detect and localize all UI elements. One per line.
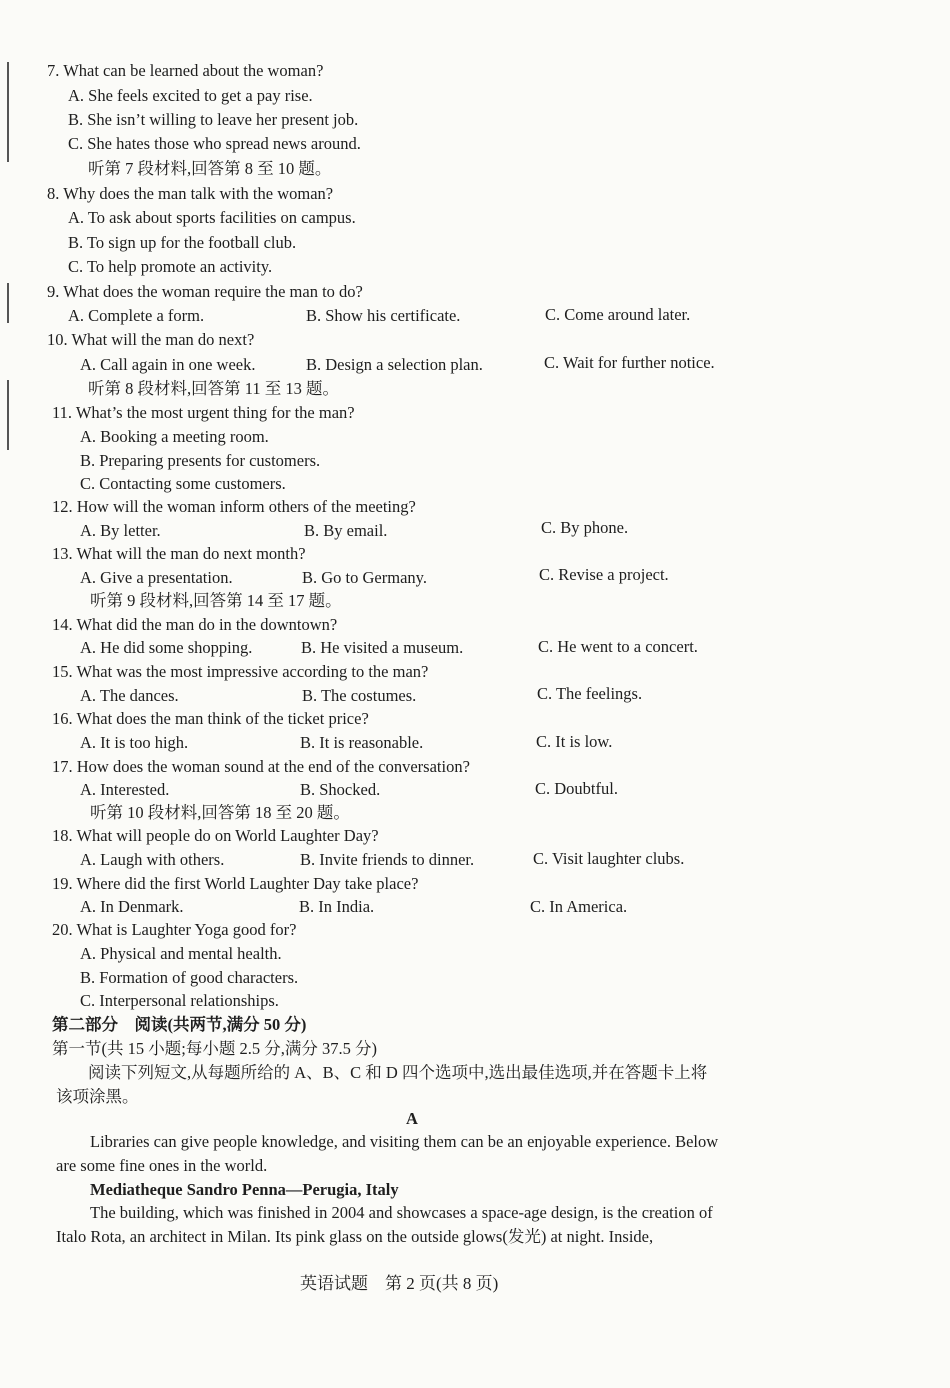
option-b: B. Show his certificate. [306,306,461,325]
question-stem: 14. What did the man do in the downtown? [52,615,338,634]
option-b: B. By email. [304,521,388,540]
passage-text: are some fine ones in the world. [56,1156,268,1175]
listening-note: 听第 8 段材料,回答第 11 至 13 题。 [88,379,340,398]
option-c: C. Interpersonal relationships. [80,991,279,1010]
question-stem: 10. What will the man do next? [47,330,255,349]
option-b: B. To sign up for the football club. [68,233,297,252]
option-b: B. Design a selection plan. [306,355,483,374]
question-stem: 15. What was the most impressive according to the man? [52,662,429,681]
option-c: C. It is low. [536,732,613,751]
option-c: C. To help promote an activity. [68,257,273,276]
passage-text: The building, which was finished in 2004 and showcases a space-age design, is the creation of [90,1203,713,1222]
question-stem: 16. What does the man think of the ticket price? [52,709,369,728]
option-c: C. In America. [530,897,628,916]
option-b: B. Preparing presents for customers. [80,451,321,470]
instruction-text: 阅读下列短文,从每题所给的 A、B、C 和 D 四个选项中,选出最佳选项,并在答题卡上将 [88,1063,708,1082]
margin-line [7,62,9,162]
option-b: B. Shocked. [300,780,381,799]
page-footer: 英语试题 第 2 页(共 8 页) [300,1274,499,1293]
option-c: C. Contacting some customers. [80,474,286,493]
option-b: B. He visited a museum. [301,638,464,657]
question-stem: 18. What will people do on World Laughter Day? [52,826,379,845]
part-heading: 第二部分 阅读(共两节,满分 50 分) [52,1015,307,1034]
margin-line [7,380,9,450]
option-a: A. It is too high. [80,733,189,752]
option-c: C. Doubtful. [535,779,618,798]
question-stem: 17. How does the woman sound at the end of the conversation? [52,757,470,776]
question-stem: 7. What can be learned about the woman? [47,61,324,80]
question-stem: 12. How will the woman inform others of the meeting? [52,497,416,516]
option-c: C. She hates those who spread news around. [68,134,361,153]
option-a: A. Complete a form. [68,306,205,325]
option-a: A. Booking a meeting room. [80,427,269,446]
option-a: A. Call again in one week. [80,355,256,374]
passage-subheading: Mediatheque Sandro Penna—Perugia, Italy [90,1180,399,1199]
option-a: A. Physical and mental health. [80,944,282,963]
option-a: A. To ask about sports facilities on campus. [68,208,356,227]
listening-note: 听第 9 段材料,回答第 14 至 17 题。 [90,591,342,610]
option-a: A. In Denmark. [80,897,184,916]
option-b: B. Invite friends to dinner. [300,850,475,869]
question-stem: 13. What will the man do next month? [52,544,306,563]
margin-line [7,283,9,323]
option-c: C. Come around later. [545,305,691,324]
option-c: C. By phone. [541,518,629,537]
listening-note: 听第 10 段材料,回答第 18 至 20 题。 [90,803,350,822]
option-a: A. Interested. [80,780,170,799]
passage-text: Italo Rota, an architect in Milan. Its pink glass on the outside glows(发光) at night. Inside, [56,1227,654,1246]
question-stem: 9. What does the woman require the man to do? [47,282,363,301]
question-stem: 20. What is Laughter Yoga good for? [52,920,297,939]
option-a: A. He did some shopping. [80,638,253,657]
option-a: A. Laugh with others. [80,850,225,869]
option-a: A. The dances. [80,686,179,705]
question-stem: 11. What’s the most urgent thing for the man? [52,403,355,422]
passage-text: Libraries can give people knowledge, and visiting them can be an enjoyable experience. Below [90,1132,719,1151]
option-b: B. It is reasonable. [300,733,424,752]
listening-note: 听第 7 段材料,回答第 8 至 10 题。 [88,159,332,178]
option-b: B. Go to Germany. [302,568,427,587]
option-a: A. Give a presentation. [80,568,233,587]
option-a: A. She feels excited to get a pay rise. [68,86,313,105]
instruction-text: 该项涂黑。 [56,1087,139,1106]
option-c: C. The feelings. [537,684,643,703]
question-stem: 8. Why does the man talk with the woman? [47,184,334,203]
option-c: C. Wait for further notice. [544,353,715,372]
option-b: B. The costumes. [302,686,417,705]
option-c: C. He went to a concert. [538,637,698,656]
option-a: A. By letter. [80,521,161,540]
option-b: B. She isn’t willing to leave her present job. [68,110,359,129]
passage-letter: A [406,1109,418,1128]
option-c: C. Revise a project. [539,565,669,584]
option-c: C. Visit laughter clubs. [533,849,685,868]
option-b: B. In India. [299,897,375,916]
question-stem: 19. Where did the first World Laughter Day take place? [52,874,419,893]
section-heading: 第一节(共 15 小题;每小题 2.5 分,满分 37.5 分) [52,1039,377,1058]
option-b: B. Formation of good characters. [80,968,299,987]
